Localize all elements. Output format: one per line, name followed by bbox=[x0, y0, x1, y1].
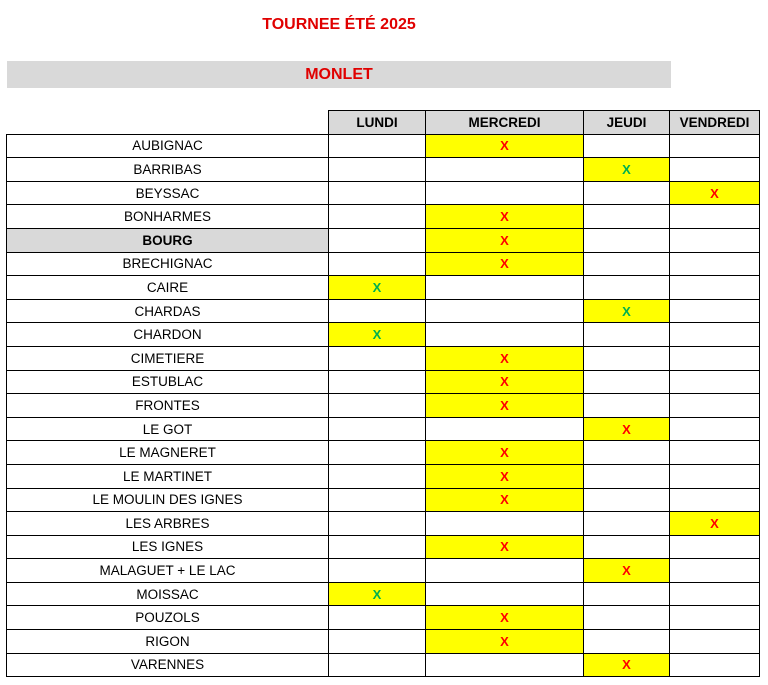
day-cell-lundi bbox=[329, 441, 426, 465]
day-cell-vendredi bbox=[670, 417, 760, 441]
table-row bbox=[7, 394, 760, 418]
day-cell-mercredi bbox=[426, 299, 584, 323]
day-cell-vendredi bbox=[670, 582, 760, 606]
day-cell-jeudi bbox=[584, 158, 670, 182]
day-cell-vendredi bbox=[670, 346, 760, 370]
collection-mark: X bbox=[500, 256, 509, 272]
day-cell-mercredi bbox=[426, 535, 584, 559]
day-cell-jeudi bbox=[584, 535, 670, 559]
table-row bbox=[7, 441, 760, 465]
day-cell-lundi bbox=[329, 417, 426, 441]
page-title: TOURNEE ÉTÉ 2025 bbox=[262, 16, 416, 33]
collection-mark: X bbox=[372, 279, 382, 295]
day-cell-mercredi bbox=[426, 276, 584, 300]
table-row bbox=[7, 488, 760, 512]
day-cell-lundi bbox=[329, 512, 426, 536]
collection-mark: X bbox=[622, 161, 631, 177]
day-cell-mercredi bbox=[426, 205, 584, 229]
location-name: FRONTES bbox=[7, 394, 329, 418]
day-cell-lundi bbox=[329, 559, 426, 583]
location-name: MOISSAC bbox=[7, 582, 329, 606]
day-cell-lundi bbox=[329, 252, 426, 276]
location-name: BOURG bbox=[7, 228, 329, 252]
location-name: LE MOULIN DES IGNES bbox=[7, 488, 329, 512]
location-name: BONHARMES bbox=[7, 205, 329, 229]
collection-mark: X bbox=[500, 209, 509, 225]
day-cell-vendredi bbox=[670, 653, 760, 677]
day-cell-jeudi bbox=[584, 464, 670, 488]
location-name: RIGON bbox=[7, 630, 329, 654]
day-cell-vendredi bbox=[670, 134, 760, 158]
day-cell-vendredi bbox=[670, 158, 760, 182]
location-name: CAIRE bbox=[7, 276, 329, 300]
table-row bbox=[7, 653, 760, 677]
day-cell-mercredi bbox=[426, 512, 584, 536]
commune-banner bbox=[7, 61, 671, 88]
day-cell-lundi bbox=[329, 299, 426, 323]
table-row bbox=[7, 630, 760, 654]
day-cell-jeudi bbox=[584, 181, 670, 205]
day-cell-mercredi bbox=[426, 228, 584, 252]
collection-mark: X bbox=[500, 445, 509, 461]
day-cell-lundi bbox=[329, 582, 426, 606]
day-cell-mercredi bbox=[426, 323, 584, 347]
day-cell-lundi bbox=[329, 228, 426, 252]
col-header-vendredi: VENDREDI bbox=[670, 111, 760, 135]
day-cell-jeudi bbox=[584, 512, 670, 536]
table-row bbox=[7, 582, 760, 606]
day-cell-lundi bbox=[329, 205, 426, 229]
collection-mark: X bbox=[372, 327, 382, 343]
table-row bbox=[7, 323, 760, 347]
day-cell-vendredi bbox=[670, 323, 760, 347]
day-cell-jeudi bbox=[584, 630, 670, 654]
location-name: AUBIGNAC bbox=[7, 134, 329, 158]
location-name: BEYSSAC bbox=[7, 181, 329, 205]
day-cell-lundi bbox=[329, 606, 426, 630]
day-cell-lundi bbox=[329, 630, 426, 654]
day-cell-mercredi bbox=[426, 252, 584, 276]
day-cell-lundi bbox=[329, 276, 426, 300]
table-row bbox=[7, 252, 760, 276]
day-cell-jeudi bbox=[584, 394, 670, 418]
collection-mark: X bbox=[622, 303, 631, 319]
collection-mark: X bbox=[500, 633, 509, 649]
location-name: CIMETIERE bbox=[7, 346, 329, 370]
day-cell-vendredi bbox=[670, 535, 760, 559]
collection-mark: X bbox=[500, 397, 509, 413]
day-cell-vendredi bbox=[670, 606, 760, 630]
day-cell-lundi bbox=[329, 181, 426, 205]
header-corner bbox=[7, 111, 329, 135]
day-cell-lundi bbox=[329, 535, 426, 559]
collection-mark: X bbox=[500, 138, 509, 154]
day-cell-vendredi bbox=[670, 512, 760, 536]
day-cell-lundi bbox=[329, 464, 426, 488]
day-cell-jeudi bbox=[584, 606, 670, 630]
day-cell-lundi bbox=[329, 134, 426, 158]
table-row bbox=[7, 205, 760, 229]
location-name: CHARDON bbox=[7, 323, 329, 347]
day-cell-jeudi bbox=[584, 488, 670, 512]
location-name: CHARDAS bbox=[7, 299, 329, 323]
day-cell-jeudi bbox=[584, 346, 670, 370]
location-name: POUZOLS bbox=[7, 606, 329, 630]
commune-name: MONLET bbox=[305, 65, 373, 83]
day-cell-mercredi bbox=[426, 582, 584, 606]
collection-mark: X bbox=[500, 232, 509, 248]
day-cell-mercredi bbox=[426, 158, 584, 182]
table-row bbox=[7, 346, 760, 370]
day-cell-vendredi bbox=[670, 276, 760, 300]
day-cell-lundi bbox=[329, 653, 426, 677]
col-header-mercredi: MERCREDI bbox=[426, 111, 584, 135]
table-row bbox=[7, 464, 760, 488]
day-cell-jeudi bbox=[584, 252, 670, 276]
day-cell-vendredi bbox=[670, 205, 760, 229]
day-cell-jeudi bbox=[584, 441, 670, 465]
table-row bbox=[7, 512, 760, 536]
day-cell-vendredi bbox=[670, 488, 760, 512]
location-name: LE MAGNERET bbox=[7, 441, 329, 465]
table-row bbox=[7, 134, 760, 158]
location-name: LES ARBRES bbox=[7, 512, 329, 536]
day-cell-jeudi bbox=[584, 559, 670, 583]
day-cell-lundi bbox=[329, 394, 426, 418]
day-cell-jeudi bbox=[584, 323, 670, 347]
table-row bbox=[7, 158, 760, 182]
day-cell-jeudi bbox=[584, 299, 670, 323]
day-cell-vendredi bbox=[670, 630, 760, 654]
day-cell-mercredi bbox=[426, 559, 584, 583]
table-row bbox=[7, 299, 760, 323]
day-cell-jeudi bbox=[584, 228, 670, 252]
location-name: LE MARTINET bbox=[7, 464, 329, 488]
day-cell-vendredi bbox=[670, 370, 760, 394]
location-name: ESTUBLAC bbox=[7, 370, 329, 394]
day-cell-jeudi bbox=[584, 653, 670, 677]
location-name: VARENNES bbox=[7, 653, 329, 677]
day-cell-mercredi bbox=[426, 630, 584, 654]
collection-mark: X bbox=[500, 610, 509, 626]
day-cell-lundi bbox=[329, 488, 426, 512]
day-cell-lundi bbox=[329, 323, 426, 347]
day-cell-lundi bbox=[329, 346, 426, 370]
location-name: LE GOT bbox=[7, 417, 329, 441]
table-row bbox=[7, 606, 760, 630]
collection-mark: X bbox=[500, 468, 509, 484]
day-cell-jeudi bbox=[584, 276, 670, 300]
day-cell-mercredi bbox=[426, 181, 584, 205]
day-cell-jeudi bbox=[584, 205, 670, 229]
col-header-jeudi: JEUDI bbox=[584, 111, 670, 135]
table-row bbox=[7, 228, 760, 252]
location-name: LES IGNES bbox=[7, 535, 329, 559]
day-cell-mercredi bbox=[426, 346, 584, 370]
day-cell-mercredi bbox=[426, 134, 584, 158]
day-cell-vendredi bbox=[670, 464, 760, 488]
day-cell-lundi bbox=[329, 158, 426, 182]
day-cell-vendredi bbox=[670, 181, 760, 205]
collection-mark: X bbox=[500, 350, 509, 366]
day-cell-mercredi bbox=[426, 464, 584, 488]
collection-mark: X bbox=[500, 492, 509, 508]
col-header-lundi: LUNDI bbox=[329, 111, 426, 135]
table-row bbox=[7, 181, 760, 205]
day-cell-jeudi bbox=[584, 582, 670, 606]
day-cell-jeudi bbox=[584, 417, 670, 441]
location-name: MALAGUET + LE LAC bbox=[7, 559, 329, 583]
table-row bbox=[7, 559, 760, 583]
day-cell-mercredi bbox=[426, 606, 584, 630]
day-cell-lundi bbox=[329, 370, 426, 394]
day-cell-jeudi bbox=[584, 370, 670, 394]
location-name: BARRIBAS bbox=[7, 158, 329, 182]
header-row bbox=[7, 111, 760, 135]
day-cell-mercredi bbox=[426, 394, 584, 418]
collection-mark: X bbox=[710, 515, 719, 531]
day-cell-mercredi bbox=[426, 653, 584, 677]
collection-mark: X bbox=[622, 421, 631, 437]
schedule-table bbox=[6, 110, 760, 677]
day-cell-vendredi bbox=[670, 299, 760, 323]
day-cell-mercredi bbox=[426, 370, 584, 394]
collection-mark: X bbox=[622, 657, 631, 673]
day-cell-vendredi bbox=[670, 394, 760, 418]
day-cell-mercredi bbox=[426, 488, 584, 512]
collection-mark: X bbox=[500, 539, 509, 555]
table-row bbox=[7, 535, 760, 559]
table-row bbox=[7, 370, 760, 394]
table-row bbox=[7, 276, 760, 300]
day-cell-vendredi bbox=[670, 559, 760, 583]
location-name: BRECHIGNAC bbox=[7, 252, 329, 276]
collection-mark: X bbox=[710, 185, 719, 201]
collection-mark: X bbox=[622, 563, 631, 579]
table-row bbox=[7, 417, 760, 441]
day-cell-jeudi bbox=[584, 134, 670, 158]
day-cell-vendredi bbox=[670, 441, 760, 465]
day-cell-mercredi bbox=[426, 417, 584, 441]
collection-mark: X bbox=[372, 586, 382, 602]
day-cell-vendredi bbox=[670, 252, 760, 276]
collection-mark: X bbox=[500, 374, 509, 390]
day-cell-mercredi bbox=[426, 441, 584, 465]
day-cell-vendredi bbox=[670, 228, 760, 252]
